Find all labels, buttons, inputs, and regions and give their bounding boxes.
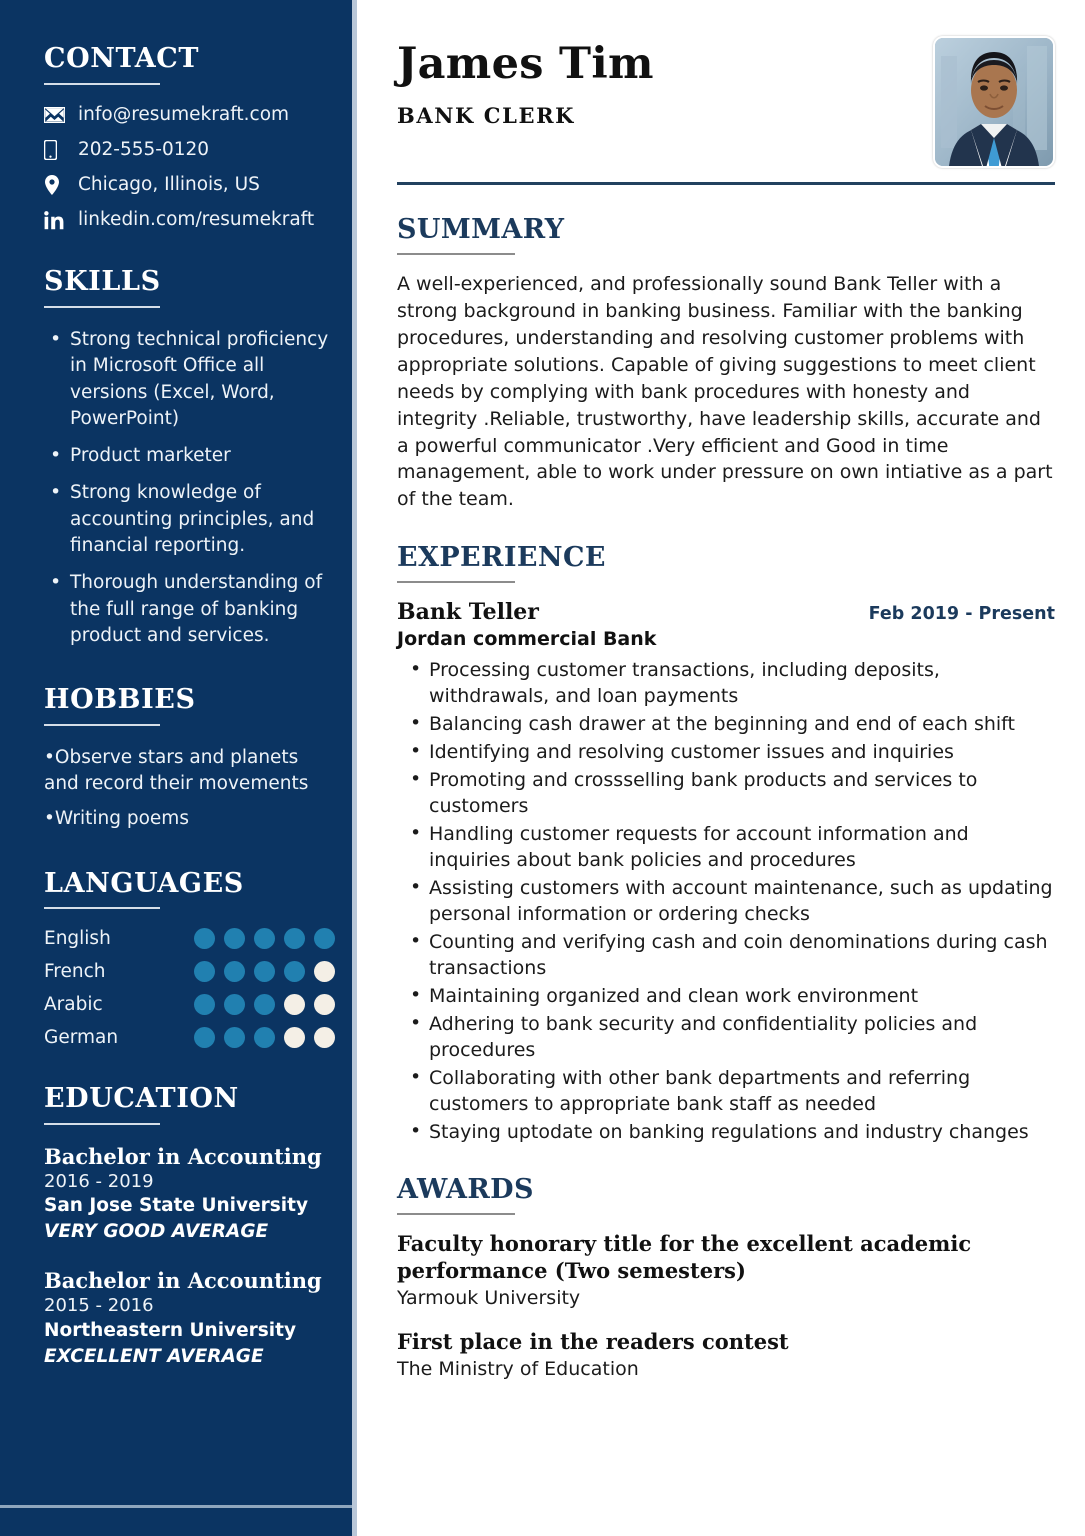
hobbies-heading: HOBBIES bbox=[44, 684, 196, 716]
awards-heading: AWARDS bbox=[397, 1174, 534, 1206]
list-item: • Adhering to bank security and confidentiality policies and procedures bbox=[429, 1011, 1055, 1063]
list-item: • Staying uptodate on banking regulations and industry changes bbox=[429, 1119, 1055, 1145]
dot-filled bbox=[284, 961, 305, 982]
language-label: Arabic bbox=[44, 994, 103, 1016]
list-item: • Maintaining organized and clean work environment bbox=[429, 983, 1055, 1009]
language-label: English bbox=[44, 928, 111, 950]
education-school: Northeastern University bbox=[44, 1319, 297, 1341]
contact-row-linkedin[interactable] bbox=[44, 209, 329, 231]
experience-heading: EXPERIENCE bbox=[397, 542, 606, 574]
list-item: • Collaborating with other bank departments and referring customers to appropriate bank staff as needed bbox=[429, 1065, 1055, 1117]
hobbies-section bbox=[44, 685, 329, 832]
dot-filled bbox=[224, 961, 245, 982]
awards-section bbox=[397, 1175, 1055, 1379]
education-item bbox=[44, 1268, 329, 1370]
experience-section bbox=[397, 543, 1055, 1145]
list-item: • Product marketer bbox=[70, 443, 329, 469]
identity-block bbox=[397, 36, 654, 128]
job-company: Jordan commercial Bank bbox=[397, 628, 657, 651]
contact-value-location: Chicago, Illinois, US bbox=[78, 174, 260, 196]
list-item bbox=[44, 928, 329, 949]
dot-filled bbox=[284, 928, 305, 949]
education-degree: Bachelor in Accounting bbox=[44, 1143, 322, 1169]
contact-row-phone[interactable] bbox=[44, 139, 329, 161]
contact-value-phone: 202-555-0120 bbox=[78, 138, 210, 160]
language-level-dots bbox=[194, 994, 335, 1015]
summary-heading-rule bbox=[397, 253, 515, 255]
header-divider bbox=[397, 182, 1055, 185]
dot-filled bbox=[194, 928, 215, 949]
list-item: • Processing customer transactions, including deposits, withdrawals, and loan payments bbox=[429, 657, 1055, 709]
dot-filled bbox=[224, 1027, 245, 1048]
contact-row-email[interactable] bbox=[44, 104, 329, 126]
contact-value-email: info@resumekraft.com bbox=[78, 103, 290, 125]
education-section bbox=[44, 1084, 329, 1370]
languages-section bbox=[44, 869, 329, 1049]
education-years: 2015 - 2016 bbox=[44, 1295, 154, 1317]
job-bullet-list bbox=[397, 657, 1055, 1145]
resume-header bbox=[397, 36, 1055, 168]
job-role-subtitle: BANK CLERK bbox=[397, 103, 575, 129]
list-item bbox=[44, 1027, 329, 1048]
list-item: •Observe stars and planets and record their movements bbox=[44, 746, 309, 794]
award-title: Faculty honorary title for the excellent academic performance (Two semesters) bbox=[397, 1231, 972, 1283]
award-item bbox=[397, 1231, 1055, 1309]
dot-filled bbox=[194, 961, 215, 982]
language-label: German bbox=[44, 1027, 119, 1049]
job-header bbox=[397, 599, 1055, 625]
languages-heading-rule bbox=[44, 907, 160, 909]
dot-filled bbox=[254, 961, 275, 982]
list-item: • Strong technical proficiency in Microsoft Office all versions (Excel, Word, PowerPoint) bbox=[70, 327, 329, 432]
list-item: • Identifying and resolving customer issues and inquiries bbox=[429, 739, 1055, 765]
contact-heading-rule bbox=[44, 83, 160, 85]
list-item: •Writing poems bbox=[44, 808, 189, 830]
dot-empty bbox=[314, 1027, 335, 1048]
education-school: San Jose State University bbox=[44, 1195, 309, 1217]
summary-section bbox=[397, 215, 1055, 513]
skills-heading: SKILLS bbox=[44, 266, 161, 298]
job-date: Feb 2019 - Present bbox=[868, 604, 1055, 625]
list-item: • Assisting customers with account maintenance, such as updating personal information or ordering checks bbox=[429, 875, 1055, 927]
dot-filled bbox=[224, 928, 245, 949]
award-org: The Ministry of Education bbox=[397, 1357, 639, 1380]
language-level-dots bbox=[194, 928, 335, 949]
dot-empty bbox=[284, 1027, 305, 1048]
sidebar bbox=[0, 0, 357, 1536]
education-years: 2016 - 2019 bbox=[44, 1171, 154, 1193]
mobile-phone-icon bbox=[44, 140, 70, 160]
award-org: Yarmouk University bbox=[397, 1286, 581, 1309]
dot-filled bbox=[194, 1027, 215, 1048]
language-label: French bbox=[44, 961, 106, 983]
awards-heading-rule bbox=[397, 1213, 515, 1215]
dot-empty bbox=[314, 961, 335, 982]
contact-row-location[interactable] bbox=[44, 174, 329, 196]
list-item bbox=[44, 961, 329, 982]
languages-heading: LANGUAGES bbox=[44, 867, 244, 899]
contact-heading: CONTACT bbox=[44, 43, 200, 74]
summary-heading: SUMMARY bbox=[397, 214, 565, 245]
list-item: • Balancing cash drawer at the beginning and end of each shift bbox=[429, 711, 1055, 737]
language-level-dots bbox=[194, 1027, 335, 1048]
dot-filled bbox=[224, 994, 245, 1015]
list-item: • Handling customer requests for account information and inquiries about bank policies and procedures bbox=[429, 821, 1055, 873]
education-heading-rule bbox=[44, 1123, 160, 1125]
award-title: First place in the readers contest bbox=[397, 1328, 789, 1354]
location-pin-icon bbox=[44, 175, 70, 195]
summary-text: A well-experienced, and professionally sound Bank Teller with a strong background in banking business. Familiar with the banking procedures, understanding and resolving customer problems with appropriate solutions. Capable of giving suggestions to meet client needs by complying with bank procedures with honesty and integrity .Reliable, trustworthy, have leadership skills, accurate and a powerful communicator .Very efficient and Good in time management, able to work under pressure on own intiative as a part of the team. bbox=[397, 272, 1053, 511]
dot-filled bbox=[314, 928, 335, 949]
dot-filled bbox=[194, 994, 215, 1015]
page-break-divider bbox=[0, 1505, 352, 1508]
education-grade: VERY GOOD AVERAGE bbox=[44, 1221, 269, 1243]
award-item bbox=[397, 1329, 1055, 1380]
education-degree: Bachelor in Accounting bbox=[44, 1268, 322, 1294]
education-grade: EXCELLENT AVERAGE bbox=[44, 1345, 264, 1367]
skills-heading-rule bbox=[44, 306, 160, 308]
list-item: • Counting and verifying cash and coin denominations during cash transactions bbox=[429, 929, 1055, 981]
list-item: • Promoting and crossselling bank products and services to customers bbox=[429, 767, 1055, 819]
language-level-dots bbox=[194, 961, 335, 982]
job-title: Bank Teller bbox=[397, 599, 539, 626]
avatar bbox=[933, 36, 1055, 168]
hobbies-heading-rule bbox=[44, 724, 160, 726]
envelope-icon bbox=[44, 107, 70, 123]
education-heading: EDUCATION bbox=[44, 1083, 239, 1115]
dot-filled bbox=[254, 1027, 275, 1048]
page-title: James Tim bbox=[397, 39, 654, 89]
dot-empty bbox=[314, 994, 335, 1015]
contact-value-linkedin: linkedin.com/resumekraft bbox=[78, 209, 315, 231]
list-item: • Thorough understanding of the full range of banking product and services. bbox=[70, 570, 329, 649]
skills-list bbox=[44, 327, 329, 649]
experience-heading-rule bbox=[397, 581, 515, 583]
dot-empty bbox=[284, 994, 305, 1015]
education-item bbox=[44, 1144, 329, 1246]
contact-section bbox=[44, 44, 329, 231]
list-item: • Strong knowledge of accounting principles, and financial reporting. bbox=[70, 480, 329, 559]
experience-item bbox=[397, 599, 1055, 1145]
linkedin-icon bbox=[44, 211, 70, 230]
dot-filled bbox=[254, 994, 275, 1015]
main-content bbox=[357, 0, 1085, 1536]
list-item bbox=[44, 994, 329, 1015]
skills-section bbox=[44, 267, 329, 649]
dot-filled bbox=[254, 928, 275, 949]
